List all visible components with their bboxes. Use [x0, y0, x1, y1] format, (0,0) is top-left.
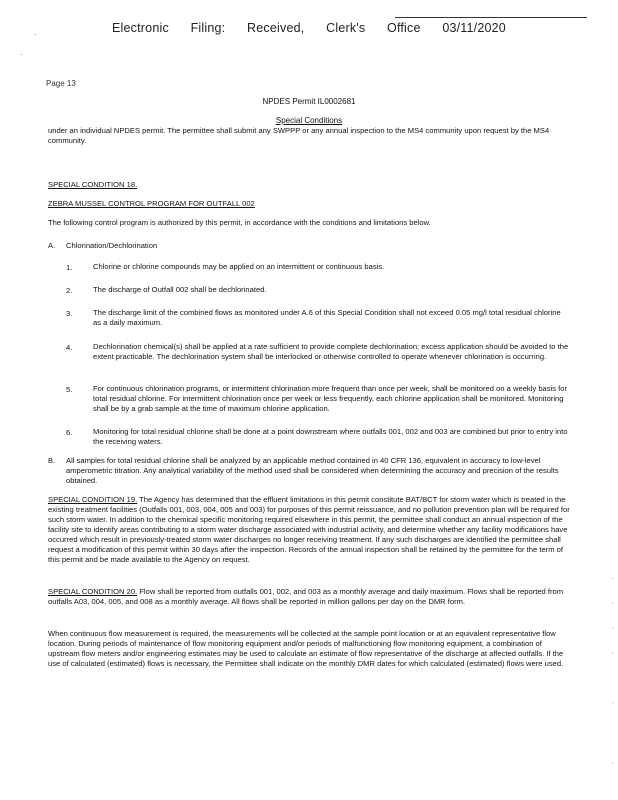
item-number: 1. — [66, 263, 73, 272]
sc18-heading: SPECIAL CONDITION 18. — [48, 180, 138, 189]
sc20-text: Flow shall be reported from outfalls 001, 002, and 003 as a monthly average and daily maximum. Flows shall be reported from outfalls A03, 004, 005, and 008 as a monthly average. All flows shall be reported in million gallons per day on the DMR form. — [48, 587, 564, 606]
item-number: 4. — [66, 343, 73, 352]
banner-filing: Filing: — [190, 21, 226, 35]
intro-paragraph: under an individual NPDES permit. The permittee shall submit any SWPPP or any annual inspection to the MS4 community upon request by the MS4 community. — [48, 126, 550, 145]
section-b-text: All samples for total residual chlorine shall be analyzed by an applicable method contained in 40 CFR 136, equivalent in accuracy to low-level amperometric titration. Any analytical variability of the method used shall be considered when determining the accuracy and precision of the results obtained. — [66, 456, 559, 485]
item-number: 3. — [66, 309, 73, 318]
scan-header-line — [395, 17, 587, 18]
scan-edge-mark: · — [611, 600, 614, 607]
scan-speck: · — [20, 50, 23, 59]
item-text: Chlorine or chlorine compounds may be applied on an intermittent or continuous basis. — [93, 262, 385, 271]
sc20-paragraph-2: When continuous flow measurement is required, the measurements will be collected at the sample point location or at an equivalent representative flow location. During periods of maintenance of flow monitoring equipment and/or periods of malfunctioning flow monitoring equipment, a combination of upstream flow meters and/or engineering estimates may be used to calculate an estimate of flow representative of the discharge at affected outfalls. If the use of calculated (estimated) flows is necessary, the Permittee shall indicate on the monthly DMR dates for which calculated (estimated) flows were used. — [48, 629, 564, 668]
scan-edge-mark: · — [611, 700, 614, 707]
scan-edge-mark: · — [611, 625, 614, 632]
banner-electronic: Electronic — [112, 21, 169, 35]
banner-clerks: Clerk's — [326, 21, 366, 35]
permit-number: NPDES Permit IL0002681 — [262, 97, 356, 106]
item-number: 2. — [66, 286, 73, 295]
sc19-paragraph — [48, 495, 570, 565]
sc18-subheading: ZEBRA MUSSEL CONTROL PROGRAM FOR OUTFALL 002 — [48, 199, 255, 208]
banner-received: Received, — [247, 21, 305, 35]
sc19-text: The Agency has determined that the effluent limitations in this permit constitute BAT/BCT for storm water which is treated in the existing treatment facilities (Outfalls 001, 003, 004, 005 and 003) for purposes of this permit reissuance, and no pollution prevention plan will be required for such storm water. In addition to the chemical specific monitoring required elsewhere in this permit, the permittee shall conduct an annual inspection of the facility site to identify areas contributing to a storm water discharge associated with industrial activity, and determine whether any facility modifications have occurred which result in previously-treated storm water discharges no longer receiving treatment. If any such discharges are identified the permittee shall request a modification of this permit within 30 days after the inspection. Records of the annual inspection shall be retained by the permittee for the term of this permit and be made available to the Agency on request. — [48, 495, 570, 564]
scan-edge-mark: · — [611, 575, 614, 582]
item-text: Dechlorination chemical(s) shall be applied at a rate sufficient to provide complete dechlorination; excess application should be avoided to the extent practicable. The dechlorination system shall be interlocked or otherwise controlled to operate whenever chlorination is occurring. — [93, 342, 569, 361]
item-text: The discharge limit of the combined flows as monitored under A.6 of this Special Condition shall not exceed 0.05 mg/l total residual chlorine as a daily maximum. — [93, 308, 561, 327]
sc18-intro: The following control program is authorized by this permit, in accordance with the conditions and limitations below. — [48, 218, 431, 227]
item-number: 5. — [66, 385, 73, 394]
item-text: Monitoring for total residual chlorine shall be done at a point downstream where outfalls 001, 002 and 003 are combined but prior to entry into the receiving waters. — [93, 427, 568, 446]
section-a-label: A. — [48, 241, 56, 250]
scan-edge-mark: · — [611, 760, 614, 767]
item-number: 6. — [66, 428, 73, 437]
section-b-label: B. — [48, 456, 56, 465]
scan-edge-mark: · — [611, 650, 614, 657]
filing-banner — [0, 21, 618, 35]
sc19-heading: SPECIAL CONDITION 19. — [48, 495, 138, 504]
sc20-heading: SPECIAL CONDITION 20. — [48, 587, 138, 596]
scan-speck: · — [34, 30, 37, 39]
banner-office: Office — [387, 21, 421, 35]
sc20-paragraph — [48, 587, 570, 607]
section-a-title: Chlorination/Dechlorination — [66, 241, 158, 250]
special-conditions-heading: Special Conditions — [275, 116, 343, 125]
item-text: The discharge of Outfall 002 shall be dechlorinated. — [93, 285, 267, 294]
item-text: For continuous chlorination programs, or intermittent chlorination more frequent than once per week, shall be monitored on a weekly basis for total residual chlorine. For intermittent chlorination once per week or less frequently, each chlorine application shall be monitored. Monitoring shall be by a grab sample at the time of maximum chlorine application. — [93, 384, 568, 413]
banner-date: 03/11/2020 — [442, 21, 506, 35]
page-number: Page 13 — [46, 79, 76, 88]
